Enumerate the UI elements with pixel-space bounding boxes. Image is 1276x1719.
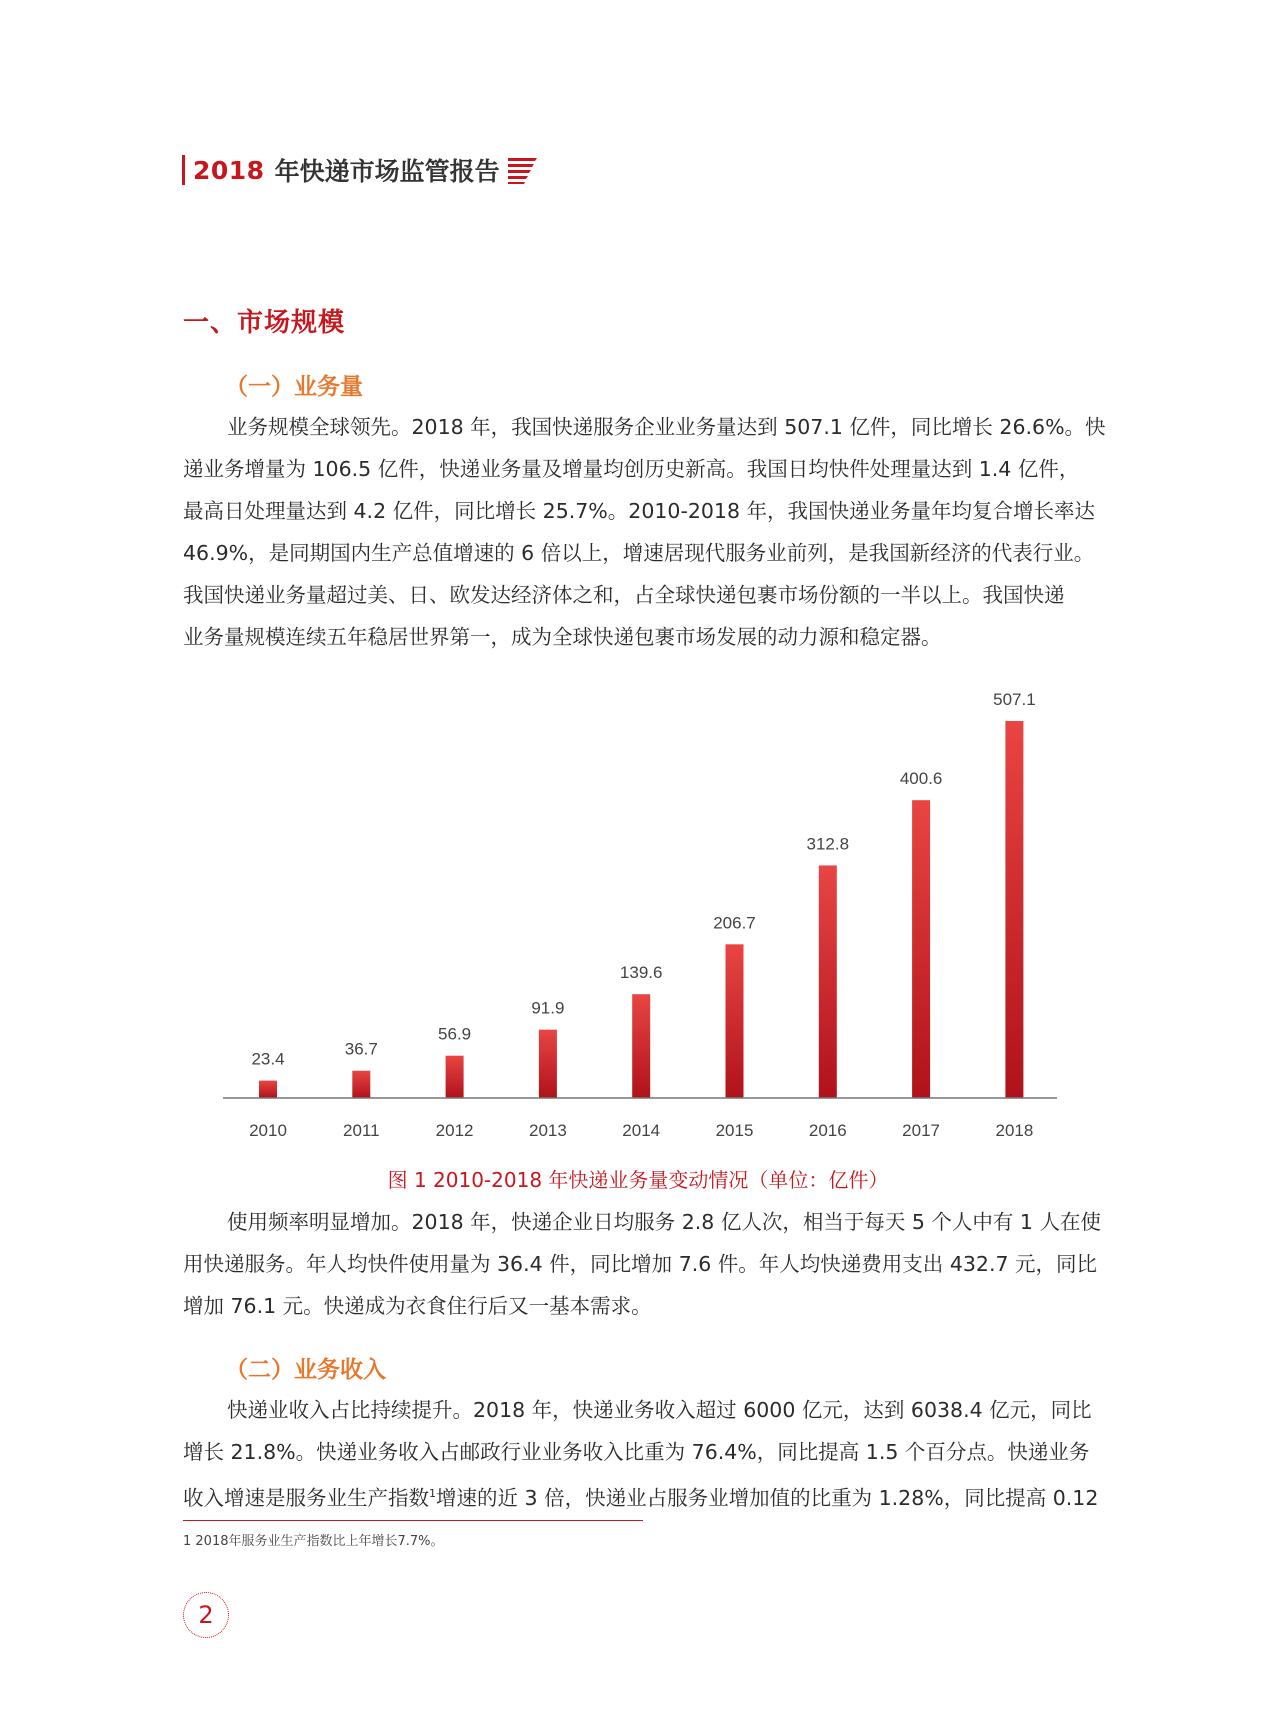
section-heading: 一、市场规模 (183, 308, 346, 338)
paragraph-revenue (183, 1389, 1098, 1519)
value-label-2011: 36.7 (344, 1039, 378, 1059)
paragraph-line: 46.9%，是同期国内生产总值增速的 6 倍以上，增速居现代服务业前列，是我国新经济的代表行业。 (183, 541, 1095, 565)
footnote-ref: 1 (429, 1487, 436, 1500)
paragraph-line: 快递业收入占比持续提升。2018 年，快递业务收入超过 6000 亿元，达到 6038.4 亿元，同比 (227, 1398, 1092, 1422)
x-tick-label-2011: 2011 (343, 1121, 380, 1140)
x-tick-label-2015: 2015 (715, 1121, 754, 1140)
bar-2014 (632, 994, 650, 1098)
paragraph-line: 我国快递业务量超过美、日、欧发达经济体之和，占全球快递包裹市场份额的一半以上。我国快递 (183, 583, 1065, 607)
paragraph-line: 业务量规模连续五年稳居世界第一，成为全球快递包裹市场发展的动力源和稳定器。 (183, 625, 942, 649)
bar-2010 (259, 1081, 277, 1098)
header-year: 2018 (193, 155, 265, 185)
footnote: 1 2018年服务业生产指数比上年增长7.7%。 (183, 1534, 444, 1549)
bar-2015 (726, 944, 744, 1098)
x-tick-label-2016: 2016 (808, 1121, 847, 1140)
paragraph-line: 用快递服务。年人均快件使用量为 36.4 件，同比增加 7.6 件。年人均快递费用支出 432.7 元，同比 (183, 1252, 1098, 1276)
chart-caption: 图 1 2010-2018 年快递业务量变动情况（单位：亿件） (387, 1168, 889, 1192)
x-tick-label-2013: 2013 (528, 1121, 567, 1140)
value-label-2015: 206.7 (713, 913, 756, 933)
line-text: 收入增速是服务业生产指数 (183, 1485, 429, 1510)
header-title: 年快递市场监管报告 (274, 157, 500, 186)
paragraph-usage (183, 1201, 1101, 1327)
value-label-2012: 56.9 (438, 1024, 472, 1044)
paragraph-line: 递业务增量为 106.5 亿件，快递业务量及增量均创历史新高。我国日均快件处理量达到 1.4 亿件， (183, 457, 1080, 481)
paragraph-line: 业务规模全球领先。2018 年，我国快递服务企业业务量达到 507.1 亿件，同比增长 26.6%。快 (227, 415, 1106, 439)
paragraph-line: 增加 76.1 元。快递成为衣食住行后又一基本需求。 (183, 1294, 652, 1318)
paragraph-line: 最高日处理量达到 4.2 亿件，同比增长 25.7%。2010-2018 年，我国快递业务量年均复合增长率达 (183, 499, 1096, 523)
x-tick-label-2014: 2014 (622, 1121, 661, 1140)
paragraph-line: 使用频率明显增加。2018 年，快递企业日均服务 2.8 亿人次，相当于每天 5 个人中有 1 人在使 (227, 1210, 1101, 1234)
value-label-2010: 23.4 (251, 1049, 285, 1069)
page-number: 2 (183, 1592, 229, 1638)
line-text: 增速的近 3 倍，快递业占服务业增加值的比重为 1.28%，同比提高 0.12 (436, 1485, 1099, 1510)
bar-2013 (539, 1030, 557, 1098)
x-tick-label-2010: 2010 (249, 1121, 287, 1140)
x-tick-label-2018: 2018 (995, 1121, 1034, 1140)
x-tick-label-2017: 2017 (902, 1121, 941, 1140)
bar-2018 (1005, 721, 1023, 1098)
x-tick-label-2012: 2012 (435, 1121, 474, 1140)
paragraph-line: 增长 21.8%。快递业务收入占邮政行业业务收入比重为 76.4%，同比提高 1.5 个百分点。快递业务 (183, 1440, 1090, 1464)
bar-2011 (352, 1071, 370, 1098)
value-label-2013: 91.9 (531, 998, 565, 1018)
value-label-2018: 507.1 (993, 690, 1036, 709)
bar-2017 (912, 800, 930, 1098)
bar-2012 (446, 1056, 464, 1098)
footnote-rule (183, 1520, 643, 1521)
value-label-2016: 312.8 (806, 834, 850, 854)
value-label-2017: 400.6 (899, 769, 943, 789)
bar-2016 (819, 865, 837, 1098)
paragraph-line (183, 1473, 1098, 1519)
value-label-2014: 139.6 (619, 963, 663, 983)
subsection-heading-revenue: （二）业务收入 (225, 1357, 386, 1383)
subsection-heading-volume: （一）业务量 (225, 374, 363, 400)
